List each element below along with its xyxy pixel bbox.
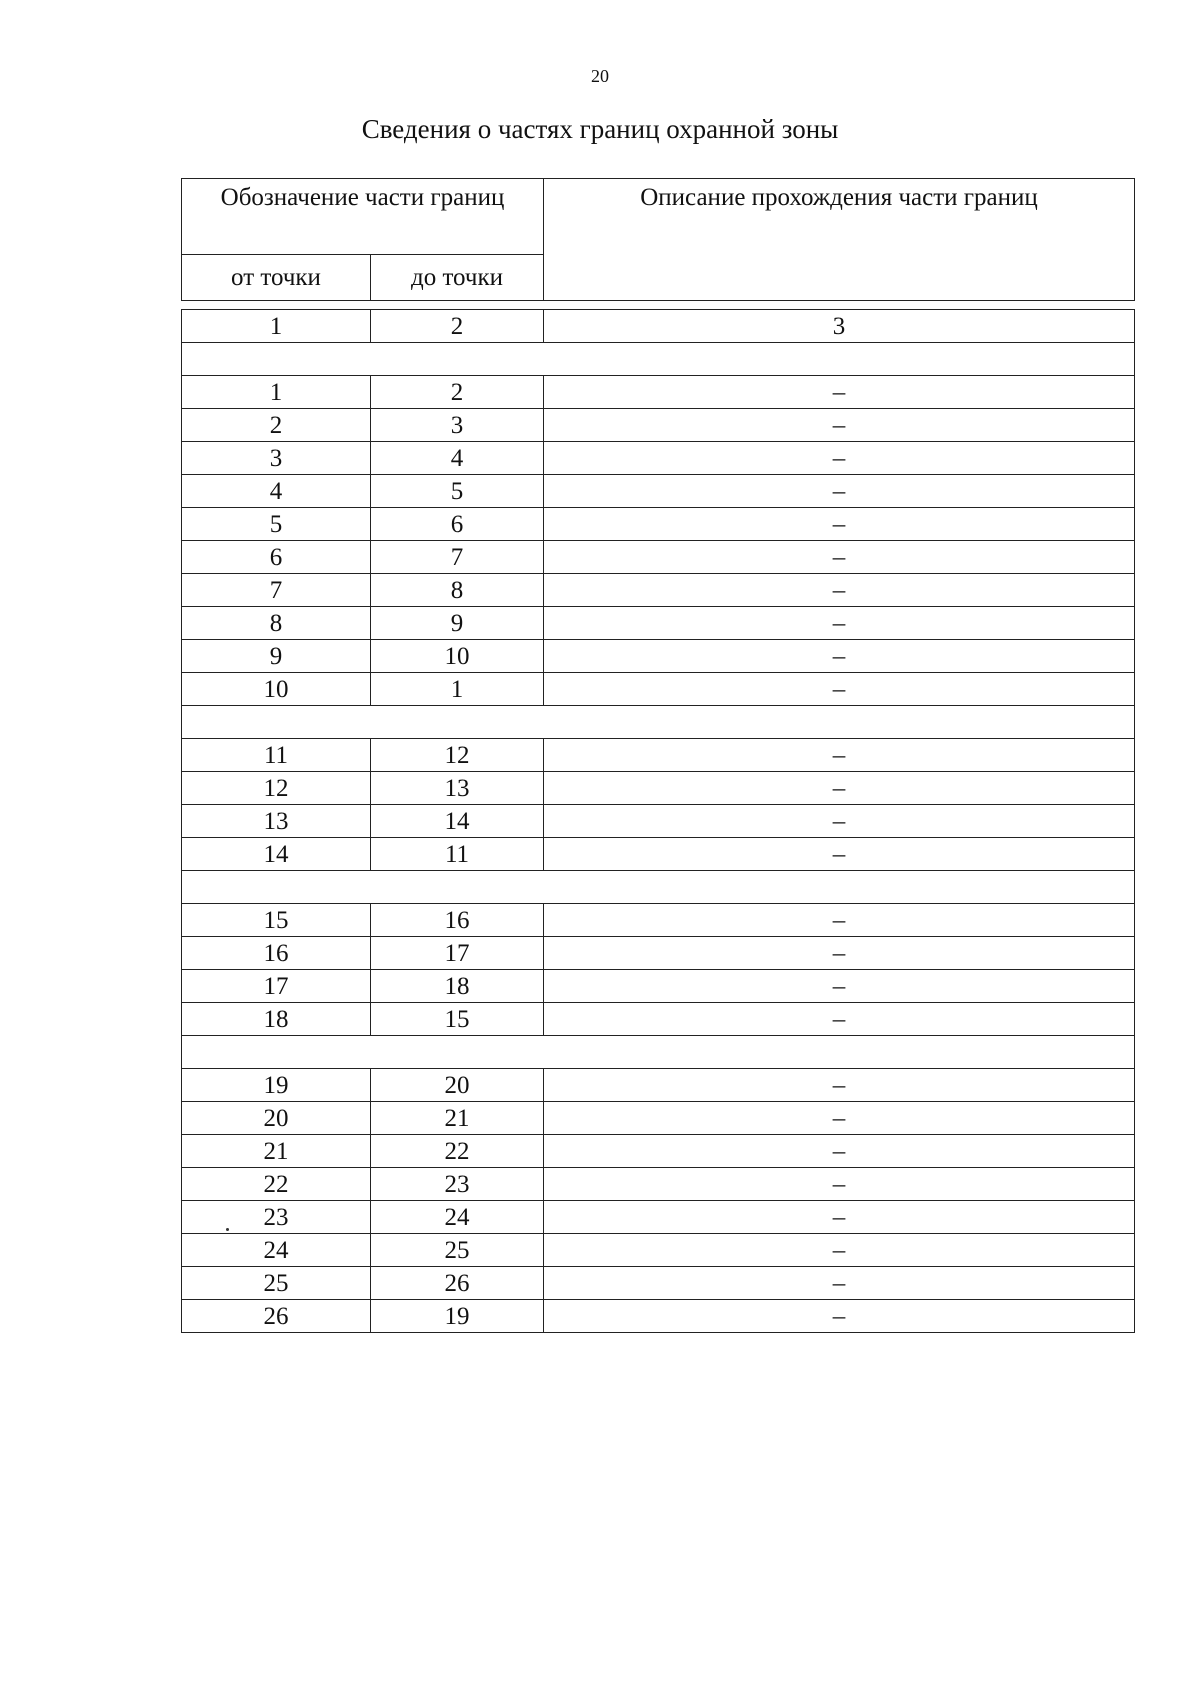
from-point-cell: 3 [182, 442, 371, 475]
description-cell: – [544, 1102, 1135, 1135]
table-row [182, 1267, 1135, 1300]
from-point-cell: 12 [182, 772, 371, 805]
table-row [182, 838, 1135, 871]
section-separator-row [182, 1036, 1135, 1069]
from-point-cell: 24 [182, 1234, 371, 1267]
table-row [182, 937, 1135, 970]
boundary-parts-table [181, 178, 1135, 1333]
table-body [182, 179, 1135, 1333]
from-point-cell: 26 [182, 1300, 371, 1333]
description-cell: – [544, 442, 1135, 475]
to-point-cell: 6 [371, 508, 544, 541]
description-cell: – [544, 508, 1135, 541]
table-row [182, 376, 1135, 409]
from-point-cell: 11 [182, 739, 371, 772]
description-cell: – [544, 1267, 1135, 1300]
to-point-cell: 7 [371, 541, 544, 574]
table-row [182, 772, 1135, 805]
table-row [182, 1234, 1135, 1267]
section-separator-cell [182, 706, 1135, 739]
description-cell: – [544, 1003, 1135, 1036]
section-separator-cell [182, 1036, 1135, 1069]
header-row-main [182, 179, 1135, 255]
to-point-cell: 15 [371, 1003, 544, 1036]
table-row [182, 475, 1135, 508]
to-point-cell: 25 [371, 1234, 544, 1267]
table-row [182, 574, 1135, 607]
header-boundary-designation: Обозначение части границ [182, 179, 544, 255]
to-point-cell: 2 [371, 376, 544, 409]
from-point-cell: 13 [182, 805, 371, 838]
description-cell: – [544, 1135, 1135, 1168]
from-point-cell: 1 [182, 376, 371, 409]
from-point-cell: 9 [182, 640, 371, 673]
section-separator-row [182, 343, 1135, 376]
description-cell: – [544, 937, 1135, 970]
section-separator-cell [182, 343, 1135, 376]
from-point-cell: 4 [182, 475, 371, 508]
from-point-cell: 10 [182, 673, 371, 706]
from-point-cell: 18 [182, 1003, 371, 1036]
to-point-cell: 24 [371, 1201, 544, 1234]
table-row [182, 1168, 1135, 1201]
description-cell: – [544, 838, 1135, 871]
table-row [182, 1135, 1135, 1168]
from-point-cell: 6 [182, 541, 371, 574]
description-cell: – [544, 1234, 1135, 1267]
to-point-cell: 16 [371, 904, 544, 937]
to-point-cell: 19 [371, 1300, 544, 1333]
column-number: 1 [182, 310, 371, 343]
description-cell: – [544, 1069, 1135, 1102]
table-row [182, 508, 1135, 541]
to-point-cell: 23 [371, 1168, 544, 1201]
description-cell: – [544, 376, 1135, 409]
from-point-cell: 19 [182, 1069, 371, 1102]
from-point-cell: 14 [182, 838, 371, 871]
to-point-cell: 9 [371, 607, 544, 640]
from-point-cell: 2 [182, 409, 371, 442]
description-cell: – [544, 541, 1135, 574]
to-point-cell: 17 [371, 937, 544, 970]
description-cell: – [544, 904, 1135, 937]
from-point-cell: 21 [182, 1135, 371, 1168]
page-number: 20 [591, 66, 609, 86]
section-separator-cell [182, 871, 1135, 904]
from-point-cell: 5 [182, 508, 371, 541]
to-point-cell: 26 [371, 1267, 544, 1300]
from-point-cell: 16 [182, 937, 371, 970]
to-point-cell: 4 [371, 442, 544, 475]
column-number: 3 [544, 310, 1135, 343]
table-row [182, 673, 1135, 706]
description-cell: – [544, 475, 1135, 508]
table-row [182, 607, 1135, 640]
from-point-cell: 8 [182, 607, 371, 640]
description-cell: – [544, 1168, 1135, 1201]
table-row [182, 541, 1135, 574]
to-point-cell: 3 [371, 409, 544, 442]
to-point-cell: 22 [371, 1135, 544, 1168]
section-separator-row [182, 706, 1135, 739]
header-from-point: от точки [182, 255, 371, 301]
scan-speck [226, 1228, 229, 1231]
table-row [182, 805, 1135, 838]
from-point-cell: 25 [182, 1267, 371, 1300]
table-row [182, 1201, 1135, 1234]
table-row [182, 970, 1135, 1003]
from-point-cell: 7 [182, 574, 371, 607]
description-cell: – [544, 673, 1135, 706]
description-cell: – [544, 607, 1135, 640]
table-row [182, 640, 1135, 673]
from-point-cell: 15 [182, 904, 371, 937]
to-point-cell: 21 [371, 1102, 544, 1135]
to-point-cell: 1 [371, 673, 544, 706]
table-row [182, 409, 1135, 442]
description-cell: – [544, 640, 1135, 673]
from-point-cell: 23 [182, 1201, 371, 1234]
header-boundary-description: Описание прохождения части границ [544, 179, 1135, 301]
column-number-row [182, 310, 1135, 343]
header-gap [182, 301, 1135, 310]
to-point-cell: 14 [371, 805, 544, 838]
table-row [182, 1300, 1135, 1333]
table-row [182, 739, 1135, 772]
description-cell: – [544, 739, 1135, 772]
description-cell: – [544, 1300, 1135, 1333]
description-cell: – [544, 409, 1135, 442]
from-point-cell: 20 [182, 1102, 371, 1135]
to-point-cell: 20 [371, 1069, 544, 1102]
table-row [182, 1069, 1135, 1102]
description-cell: – [544, 1201, 1135, 1234]
description-cell: – [544, 574, 1135, 607]
to-point-cell: 13 [371, 772, 544, 805]
table-row [182, 1102, 1135, 1135]
description-cell: – [544, 805, 1135, 838]
table-row [182, 904, 1135, 937]
page-title: Сведения о частях границ охранной зоны [361, 114, 839, 144]
to-point-cell: 12 [371, 739, 544, 772]
from-point-cell: 22 [182, 1168, 371, 1201]
section-separator-row [182, 871, 1135, 904]
table-row [182, 442, 1135, 475]
to-point-cell: 10 [371, 640, 544, 673]
to-point-cell: 18 [371, 970, 544, 1003]
description-cell: – [544, 772, 1135, 805]
table-row [182, 1003, 1135, 1036]
column-number: 2 [371, 310, 544, 343]
to-point-cell: 8 [371, 574, 544, 607]
to-point-cell: 5 [371, 475, 544, 508]
from-point-cell: 17 [182, 970, 371, 1003]
header-to-point: до точки [371, 255, 544, 301]
description-cell: – [544, 970, 1135, 1003]
to-point-cell: 11 [371, 838, 544, 871]
